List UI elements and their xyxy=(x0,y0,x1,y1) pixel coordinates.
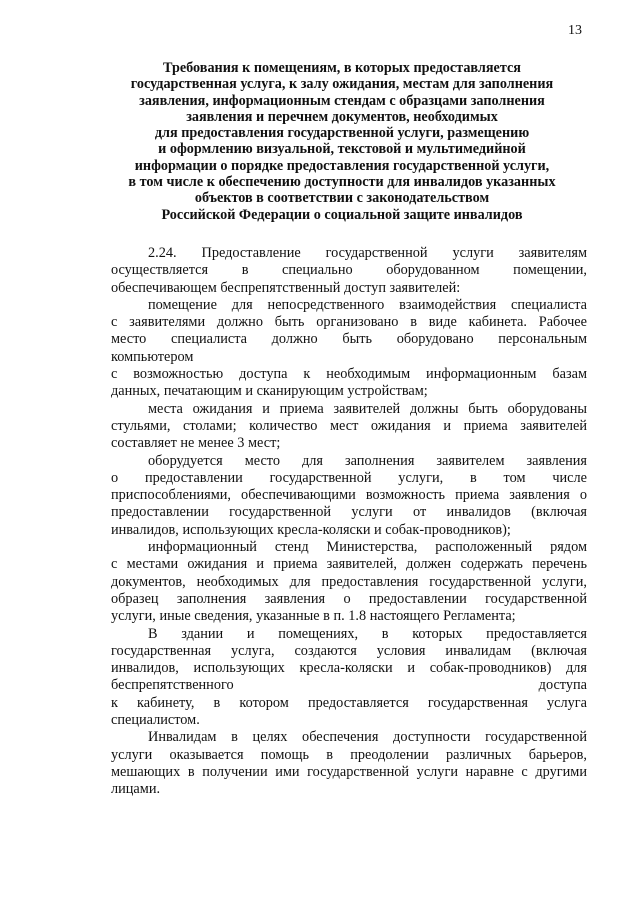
heading-line: в том числе к обеспечению доступности для инвалидов указанных xyxy=(128,174,556,191)
body-line: с заявителями должно быть организовано в виде кабинета. Рабочее xyxy=(111,314,587,331)
body-line: компьютером xyxy=(111,348,194,365)
heading-line: информации о порядке предоставления государственной услуги, xyxy=(134,157,550,174)
body-line: инвалидов, использующих кресла-коляски и собак-проводников); xyxy=(111,521,511,538)
heading-line: заявления и перечнем документов, необходимых xyxy=(186,108,498,125)
body-line: специалистом. xyxy=(111,712,200,729)
body-line: информационный стенд Министерства, расположенный рядом xyxy=(148,539,587,556)
body-line: В здании и помещениях, в которых предоставляется xyxy=(148,625,587,642)
body-line: услуги, иные сведения, указанные в п. 1.8 настоящего Регламента; xyxy=(111,608,516,625)
body-line: оборудуется место для заполнения заявителем заявления xyxy=(148,452,587,469)
body-line: о предоставлении государственной услуги, в том числе xyxy=(111,469,587,486)
section-heading xyxy=(100,60,584,223)
body-line: обеспечивающем беспрепятственный доступ заявителей: xyxy=(111,279,461,296)
body-text xyxy=(111,245,587,799)
heading-line: и оформлению визуальной, текстовой и мультимедийной xyxy=(158,141,526,158)
body-line: составляет не менее 3 мест; xyxy=(111,435,281,452)
body-line: 2.24. Предоставление государственной услуги заявителям xyxy=(148,245,587,261)
page-number: 13 xyxy=(568,23,582,38)
body-line: помещение для непосредственного взаимодействия специалиста xyxy=(148,296,587,313)
body-line: инвалидов, использующих кресла-коляски и собак-проводников) для xyxy=(111,660,587,677)
body-line: предоставлении государственной услуги от инвалидов (включая xyxy=(111,504,587,521)
body-line: место специалиста должно быть оборудовано персональным xyxy=(111,331,587,348)
heading-line: Требования к помещениям, в которых предоставляется xyxy=(163,60,521,76)
body-line: образец заполнения заявления о предоставлении государственной xyxy=(111,590,587,607)
body-line: к кабинету, в котором предоставляется государственная услуга xyxy=(111,694,587,711)
body-line: лицами. xyxy=(111,781,161,798)
body-line: Инвалидам в целях обеспечения доступности государственной xyxy=(148,729,587,746)
heading-line: Российской Федерации о социальной защите инвалидов xyxy=(161,206,523,223)
heading-line: объектов в соответствии с законодательством xyxy=(194,190,490,207)
body-line: мешающих в получении ими государственной услуги наравне с другими xyxy=(111,763,587,780)
heading-line: государственная услуга, к залу ожидания, местам для заполнения xyxy=(130,76,554,93)
body-line: с возможностью доступа к необходимым информационным базам xyxy=(111,366,587,383)
body-line: осуществляется в специально оборудованном помещении, xyxy=(111,262,587,279)
body-line: приспособлениями, обеспечивающими возможность приема заявления о xyxy=(111,487,587,504)
body-line: с местами ожидания и приема заявителей, должен содержать перечень xyxy=(111,556,587,573)
body-line: стульями, столами; количество мест ожидания и приема заявителей xyxy=(111,417,587,434)
heading-line: для предоставления государственной услуги, размещению xyxy=(154,125,530,142)
body-line: беспрепятственного доступа xyxy=(111,677,587,694)
body-line: документов, необходимых для предоставления государственной услуги, xyxy=(111,573,587,590)
heading-line: заявления, информационным стендам с образцами заполнения xyxy=(139,92,545,109)
body-line: данных, печатающим и сканирующим устройствам; xyxy=(111,383,428,400)
body-line: места ожидания и приема заявителей должны быть оборудованы xyxy=(148,400,587,417)
body-line: услуги оказывается помощь в преодолении различных барьеров, xyxy=(111,746,587,763)
body-line: государственная услуга, создаются условия инвалидам (включая xyxy=(111,642,587,659)
